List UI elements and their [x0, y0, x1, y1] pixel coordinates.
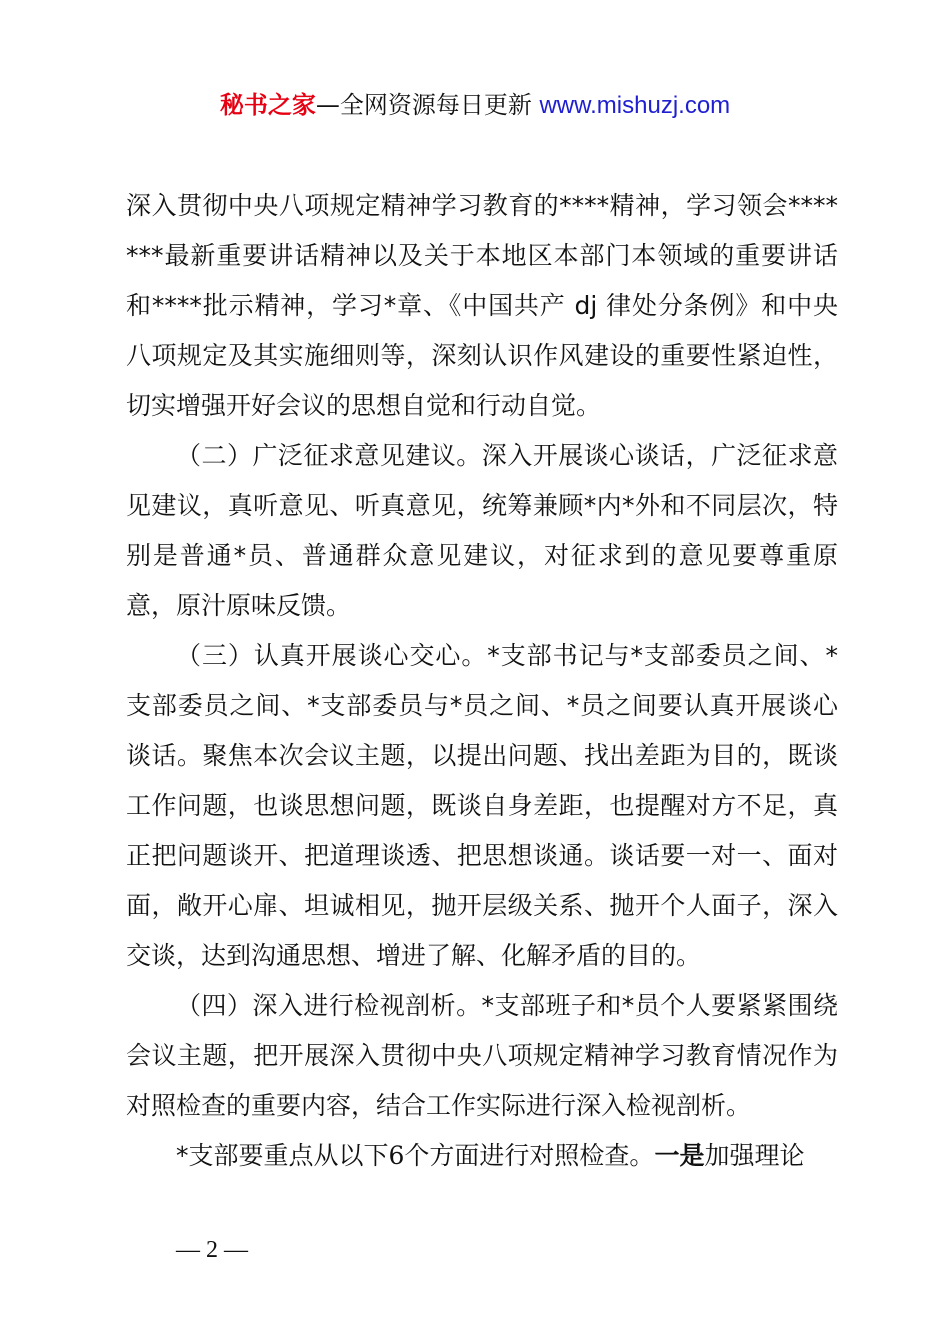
- paragraph-2: （二）广泛征求意见建议。深入开展谈心谈话，广泛征求意见建议，真听意见、听真意见，统筹兼顾*内*外和不同层次，特别是普通*员、普通群众意见建议，对征求到的意见要尊重原意，原汁原味反馈。: [126, 441, 838, 620]
- paragraph-4: （四）深入进行检视剖析。*支部班子和*员个人要紧紧围绕会议主题，把开展深入贯彻中央八项规定精神学习教育情况作为对照检查的重要内容，结合工作实际进行深入检视剖析。: [126, 991, 838, 1120]
- site-slogan: —全网资源每日更新: [315, 91, 540, 119]
- paragraph-5-tail: 加强理论: [704, 1141, 805, 1170]
- paragraph-1: 深入贯彻中央八项规定精神学习教育的****精神，学习领会*******最新重要讲话精神以及关于本地区本部门本领域的重要讲话和****批示精神，学习*章、《中国共产 dj 律处分条例》和中央八项规定及其实施细则等，深刻认识作风建设的重要性紧迫性，切实增强开好会议的思想自觉和行动自觉。: [126, 191, 838, 420]
- paragraph-5-intro: *支部要重点从以下: [176, 1141, 389, 1170]
- site-name: 秘书之家: [219, 91, 316, 119]
- page-number: — 2 —: [176, 1237, 248, 1263]
- document-body: [126, 181, 838, 1181]
- site-url-link[interactable]: www.mishuzj.com: [539, 92, 731, 119]
- paragraph-5-bold-lead: 一是: [654, 1141, 705, 1170]
- paragraph-3: （三）认真开展谈心交心。*支部书记与*支部委员之间、*支部委员之间、*支部委员与*员之间、*员之间要认真开展谈心谈话。聚焦本次会议主题，以提出问题、找出差距为目的，既谈工作问题，也谈思想问题，既谈自身差距，也提醒对方不足，真正把问题谈开、把道理谈透、把思想谈通。谈话要一对一、面对面，敞开心扉、坦诚相见，抛开层级关系、抛开个人面子，深入交谈，达到沟通思想、增进了解、化解矛盾的目的。: [126, 641, 838, 970]
- paragraph-5-number: 6: [388, 1141, 405, 1170]
- paragraph-5: [126, 1131, 838, 1181]
- paragraph-5-middle: 个方面进行对照检查。: [404, 1141, 655, 1170]
- site-header: [0, 88, 950, 123]
